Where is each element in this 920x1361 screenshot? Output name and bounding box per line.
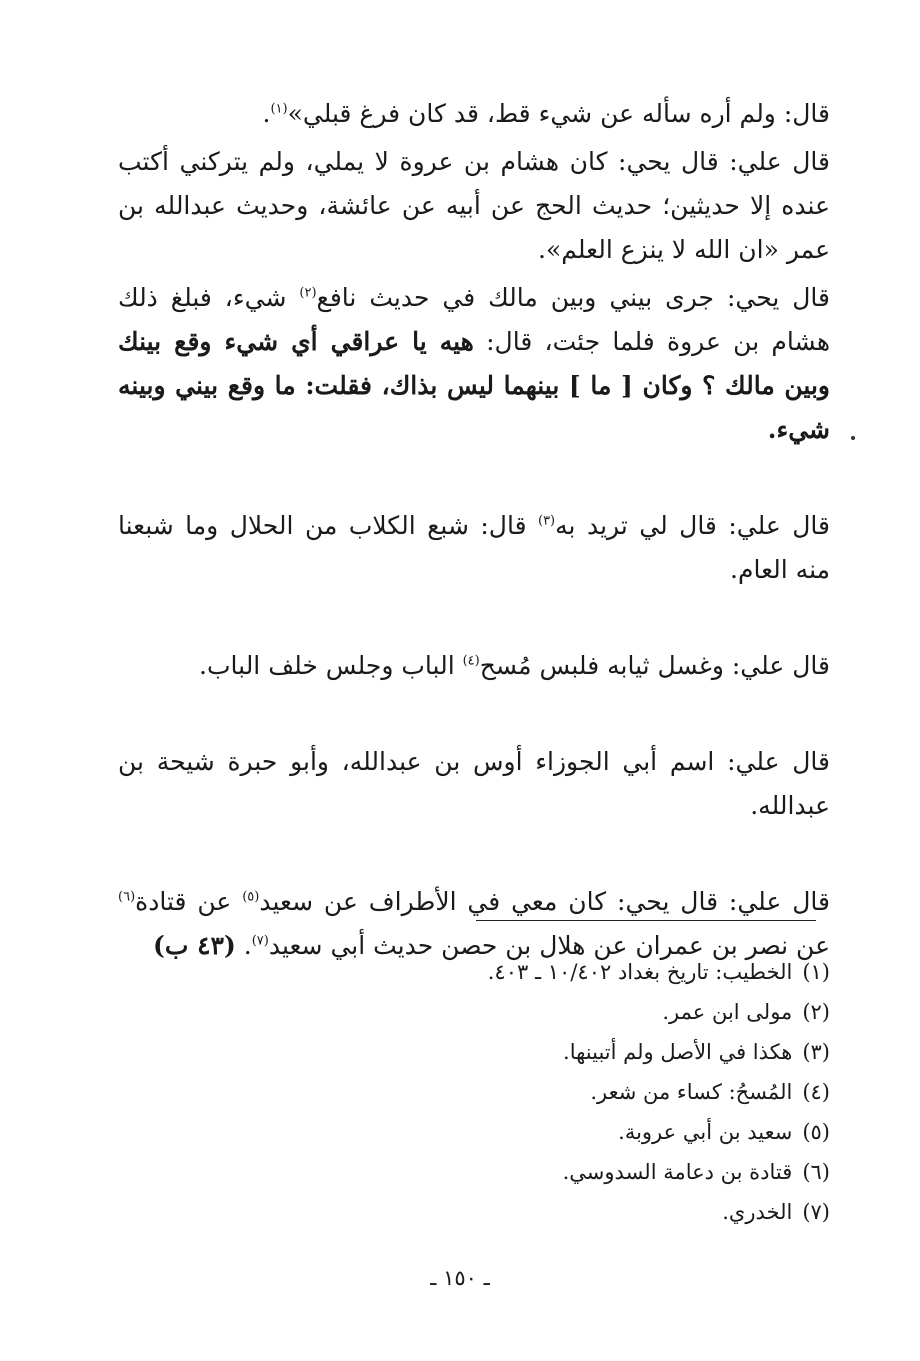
footnote-item (118, 992, 830, 1032)
footnote-item (118, 1192, 830, 1232)
text-run: قال علي: قال لي تريد به (555, 511, 830, 540)
footnote-number: (٧) (802, 1200, 830, 1224)
footnote-text: هكذا في الأصل ولم أتبينها. (563, 1040, 793, 1064)
page-number: ـ ١٥٠ ـ (430, 1266, 490, 1290)
text-run: قال علي: اسم أبي الجوزاء أوس بن عبدالله، وأبو حبرة شيحة بن عبدالله. (118, 747, 830, 820)
footnote-item (118, 1112, 830, 1152)
text-run: شيء، فبلغ ذلك هشام بن عروة فلما جئت، قال: (118, 283, 831, 356)
text-run: قال علي: قال يحي: كان هشام بن عروة لا يملي، ولم يتركني أكتب عنده إلا حديثين؛ حديث الحج عن أبيه عن عائشة، وحديث عبدالله بن عمر «ان الله لا ينزع العلم». (118, 147, 830, 264)
margin-dot (851, 436, 855, 440)
paragraph (118, 140, 830, 272)
footnote-item (118, 1072, 830, 1112)
footnote-text: سعيد بن أبي عروبة. (618, 1120, 793, 1144)
footnote-number: (٣) (802, 1040, 830, 1064)
text-run: قال علي: قال يحي: كان معي في الأطراف عن سعيد (259, 887, 830, 916)
footnote-number: (١) (802, 960, 830, 984)
footnote-marker: (١) (270, 101, 288, 117)
paragraph (118, 504, 830, 592)
footnote-text: الخدري. (722, 1200, 793, 1224)
bold-text-run: هيه يا عراقي أي شيء وقع بينك وبين مالك ؟ وكان [ ما ] بينهما ليس بذاك، فقلت: ما وقع بيني وبينه شيء. (118, 327, 830, 444)
footnote-marker: (٢) (299, 285, 317, 301)
footnotes (118, 952, 830, 1232)
footnote-number: (٢) (802, 1000, 830, 1024)
footnote-marker: (٧) (251, 933, 269, 949)
text-run: قال علي: وغسل ثيابه فلبس مُسح (479, 651, 830, 680)
main-text (118, 92, 830, 968)
paragraph (118, 92, 830, 136)
text-run: الباب وجلس خلف الباب. (199, 651, 463, 680)
footnote-item (118, 1152, 830, 1192)
footnote-marker: (٦) (118, 889, 136, 905)
footnote-item (118, 1032, 830, 1072)
text-run: . (235, 931, 252, 960)
paragraph (118, 740, 830, 828)
text-run: قال: شبع الكلاب من الحلال وما شبعنا منه العام. (118, 511, 830, 584)
footnote-marker: (٤) (462, 653, 480, 669)
footnote-separator (476, 920, 816, 921)
footnote-text: الخطيب: تاريخ بغداد ١٠/٤٠٢ ـ ٤٠٣. (487, 960, 793, 984)
text-run: قال: ولم أره سأله عن شيء قط، قد كان فرغ قبلي» (287, 99, 830, 128)
footnote-number: (٥) (802, 1120, 830, 1144)
footnote-marker: (٣) (537, 513, 556, 529)
footnote-number: (٦) (802, 1160, 830, 1184)
text-run: قال يحي: جرى بيني وبين مالك في حديث نافع (316, 283, 830, 312)
text-run: عن قتادة (135, 887, 243, 916)
text-run: عن نصر بن عمران عن هلال بن حصن حديث أبي سعيد (268, 931, 830, 960)
footnote-item (118, 952, 830, 992)
text-run: . (262, 99, 271, 128)
footnote-text: المُسحُ: كساء من شعر. (590, 1080, 793, 1104)
footnote-marker: (٥) (242, 889, 260, 905)
paragraph (118, 644, 830, 688)
paragraph (118, 276, 830, 452)
footnote-text: مولى ابن عمر. (662, 1000, 793, 1024)
footnote-number: (٤) (802, 1080, 830, 1104)
footnote-text: قتادة بن دعامة السدوسي. (562, 1160, 793, 1184)
bold-text-run: (٤٣ ب) (153, 931, 236, 960)
